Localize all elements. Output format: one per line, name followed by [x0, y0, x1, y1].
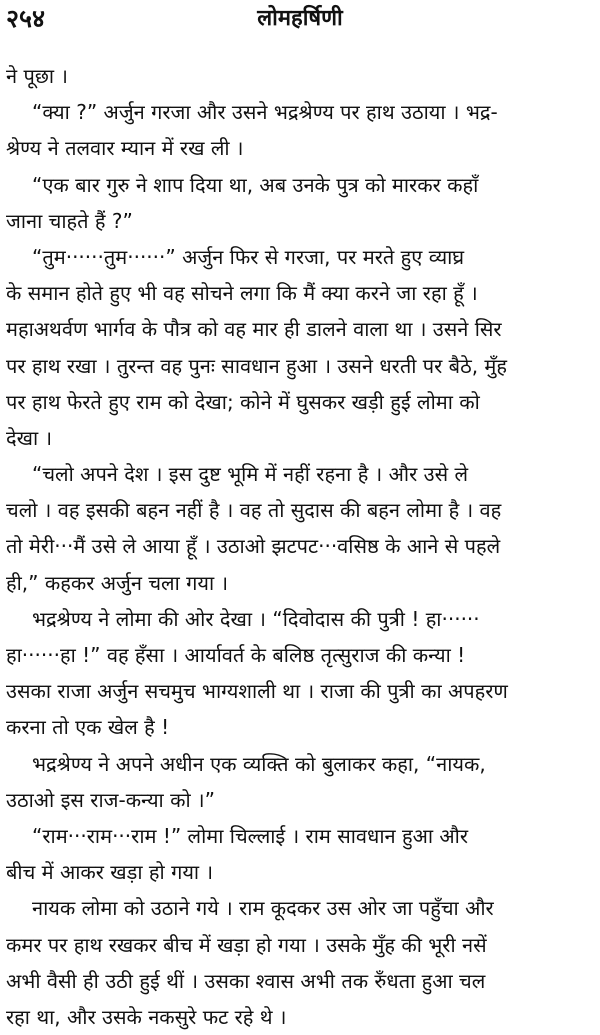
text-line: चलो । वह इसकी बहन नहीं है । वह तो सुदास की बहन लोमा है । वह [6, 498, 502, 523]
text-line: उसका राजा अर्जुन सचमुच भाग्यशाली था । राजा की पुत्री का अपहरण [6, 679, 508, 704]
text-line: महाअथर्वण भार्गव के पौत्र को वह मार ही डालने वाला था । उसने सिर [6, 317, 502, 342]
text-line: उठाओ इस राज-कन्या को ।” [6, 787, 215, 812]
text-line: पर हाथ फेरते हुए राम को देखा; कोने में घुसकर खड़ी हुई लोमा को [6, 389, 480, 414]
body-text [6, 58, 588, 1035]
text-line: के समान होते हुए भी वह सोचने लगा कि मैं क्या करने जा रहा हूँ । [6, 281, 478, 306]
text-line: “तुम······तुम······” अर्जुन फिर से गरजा, पर मरते हुए व्याघ्र [32, 244, 465, 269]
text-line: नायक लोमा को उठाने गये । राम कूदकर उस ओर जा पहुँचा और [32, 896, 494, 921]
text-line: “राम···राम···राम !” लोमा चिल्लाई । राम सावधान हुआ और [32, 823, 469, 848]
text-line: जाना चाहते हैं ?” [6, 208, 133, 233]
text-line: श्रेण्य ने तलवार म्यान में रख ली । [6, 136, 244, 161]
text-line: बीच में आकर खड़ा हो गया । [6, 860, 214, 885]
text-line: ही,” कहकर अर्जुन चला गया । [6, 570, 229, 595]
text-line: भद्रश्रेण्य ने लोमा की ओर देखा । “दिवोदास की पुत्री ! हा······ [32, 606, 480, 631]
running-title: लोमहर्षिणी [257, 6, 343, 31]
text-line: करना तो एक खेल है ! [6, 715, 170, 740]
text-line: “एक बार गुरु ने शाप दिया था, अब उनके पुत्र को मारकर कहाँ [32, 172, 479, 197]
text-line: अभी वैसी ही उठी हुई थीं । उसका श्वास अभी तक रुँधता हुआ चल [6, 968, 486, 993]
text-line: “चलो अपने देश । इस दुष्ट भूमि में नहीं रहना है । और उसे ले [32, 462, 469, 487]
text-line: देखा । [6, 425, 53, 450]
text-line: भद्रश्रेण्य ने अपने अधीन एक व्यक्ति को बुलाकर कहा, “नायक, [32, 751, 486, 776]
text-line: कमर पर हाथ रखकर बीच में खड़ा हो गया । उसके मुँह की भूरी नसें [6, 932, 487, 957]
text-line: तो मेरी···मैं उसे ले आया हूँ । उठाओ झटपट···वसिष्ठ के आने से पहले [6, 534, 501, 559]
text-line: “क्या ?” अर्जुन गरजा और उसने भद्रश्रेण्य पर हाथ उठाया । भद्र- [32, 100, 498, 125]
page-number: २५४ [6, 4, 46, 33]
text-line: हा······हा !” वह हँसा । आर्यावर्त के बलिष्ठ तृत्सुराज की कन्या ! [6, 643, 466, 667]
text-line: ने पूछा । [6, 64, 68, 88]
text-line: रहा था, और उसके नकसुरे फट रहे थे । [6, 1004, 287, 1029]
page-header [6, 2, 594, 36]
text-line: पर हाथ रखा । तुरन्त वह पुनः सावधान हुआ । उसने धरती पर बैठे, मुँह [6, 353, 508, 378]
